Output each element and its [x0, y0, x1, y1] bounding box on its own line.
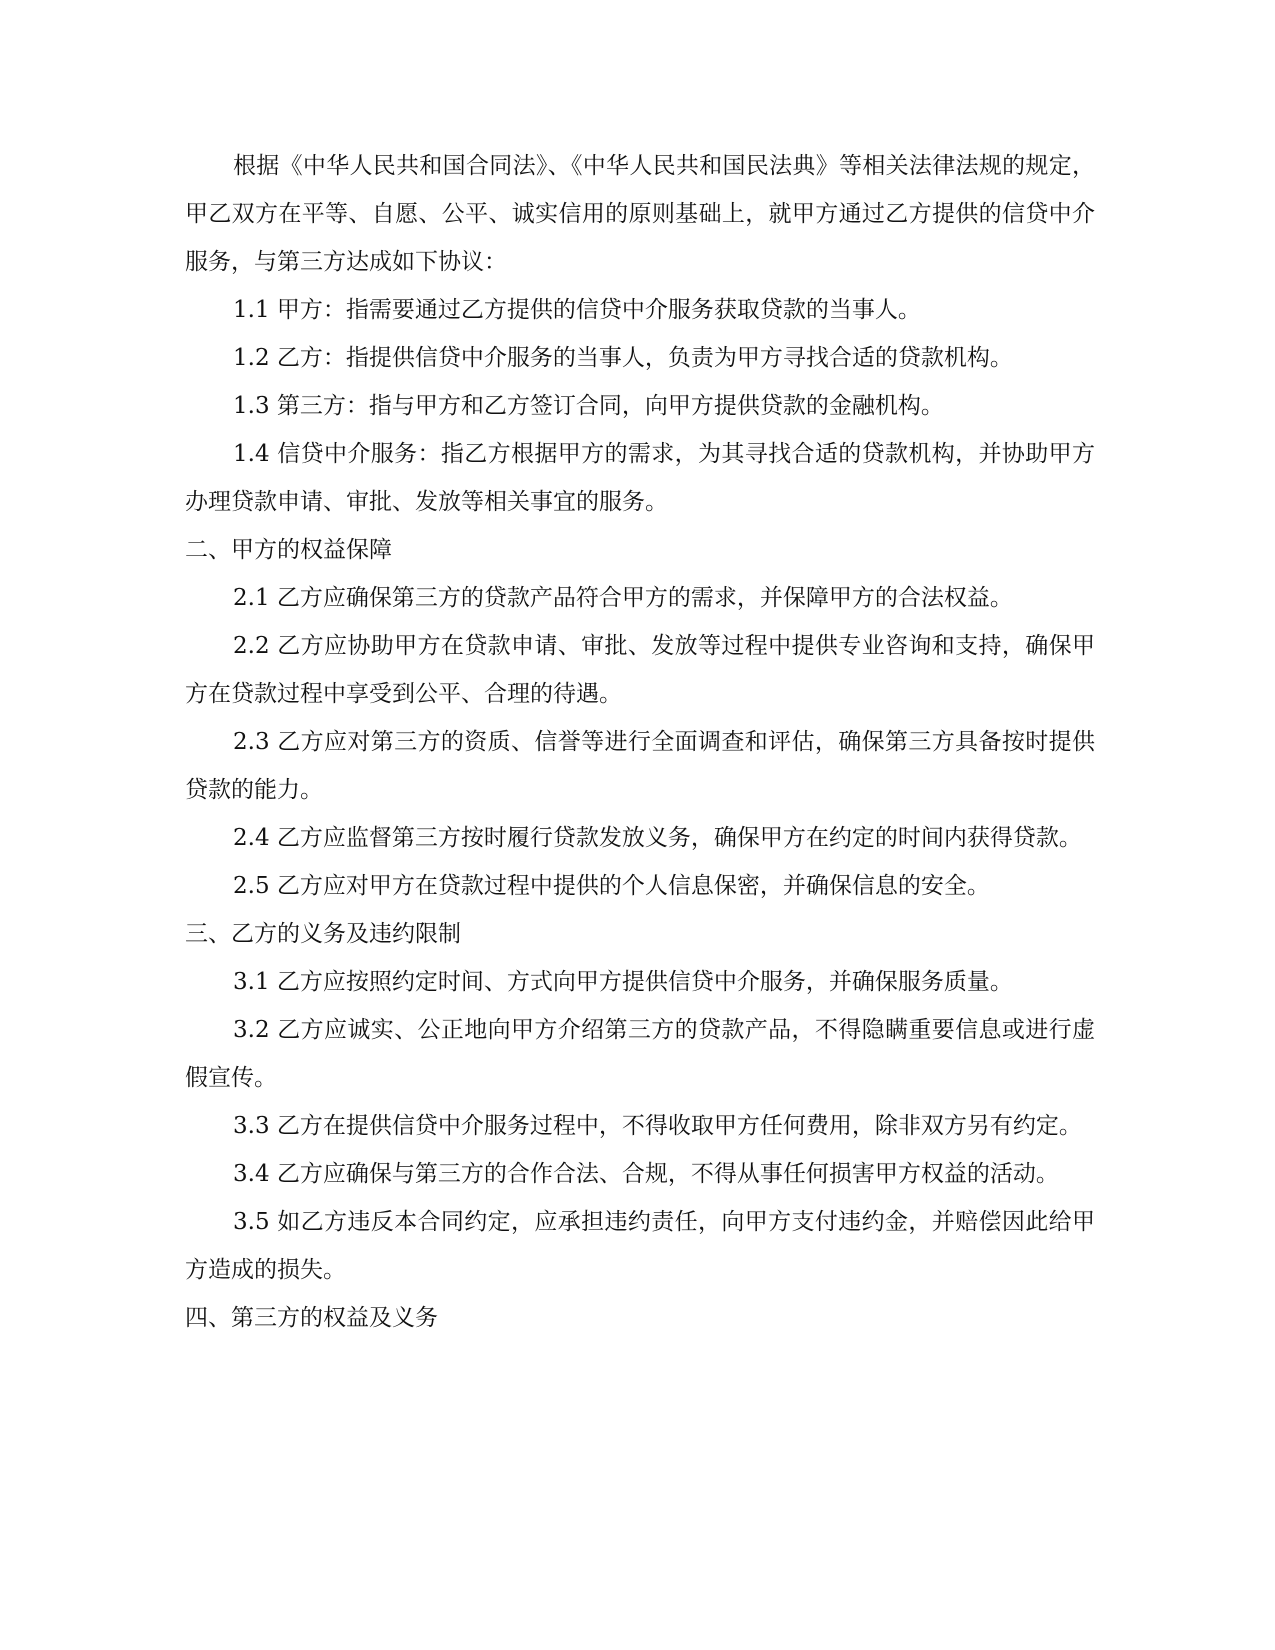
clause-2-3: 2.3 乙方应对第三方的资质、信誉等进行全面调查和评估，确保第三方具备按时提供贷款的能力。: [185, 729, 1095, 803]
clause-3-4: 3.4 乙方应确保与第三方的合作合法、合规，不得从事任何损害甲方权益的活动。: [233, 1161, 1059, 1187]
section-heading-2: 二、甲方的权益保障: [185, 537, 392, 563]
clause-3-1: 3.1 乙方应按照约定时间、方式向甲方提供信贷中介服务，并确保服务质量。: [233, 969, 1013, 995]
intro-paragraph: 根据《中华人民共和国合同法》、《中华人民共和国民法典》等相关法律法规的规定，甲乙双方在平等、自愿、公平、诚实信用的原则基础上，就甲方通过乙方提供的信贷中介服务，与第三方达成如下协议：: [185, 153, 1095, 275]
section-heading-3: 三、乙方的义务及违约限制: [185, 921, 461, 947]
clause-1-2: 1.2 乙方：指提供信贷中介服务的当事人，负责为甲方寻找合适的贷款机构。: [233, 345, 1013, 371]
clause-3-2: 3.2 乙方应诚实、公正地向甲方介绍第三方的贷款产品，不得隐瞒重要信息或进行虚假宣传。: [185, 1017, 1095, 1091]
section-heading-4: 四、第三方的权益及义务: [185, 1305, 438, 1331]
clause-2-4: 2.4 乙方应监督第三方按时履行贷款发放义务，确保甲方在约定的时间内获得贷款。: [233, 825, 1082, 851]
clause-2-5: 2.5 乙方应对甲方在贷款过程中提供的个人信息保密，并确保信息的安全。: [233, 873, 990, 899]
clause-1-4: 1.4 信贷中介服务：指乙方根据甲方的需求，为其寻找合适的贷款机构，并协助甲方办理贷款申请、审批、发放等相关事宜的服务。: [185, 441, 1095, 515]
clause-3-5: 3.5 如乙方违反本合同约定，应承担违约责任，向甲方支付违约金，并赔偿因此给甲方造成的损失。: [185, 1209, 1095, 1283]
clause-2-1: 2.1 乙方应确保第三方的贷款产品符合甲方的需求，并保障甲方的合法权益。: [233, 585, 1013, 611]
clause-1-3: 1.3 第三方：指与甲方和乙方签订合同，向甲方提供贷款的金融机构。: [233, 393, 944, 419]
clause-2-2: 2.2 乙方应协助甲方在贷款申请、审批、发放等过程中提供专业咨询和支持，确保甲方在贷款过程中享受到公平、合理的待遇。: [185, 633, 1095, 707]
clause-1-1: 1.1 甲方：指需要通过乙方提供的信贷中介服务获取贷款的当事人。: [233, 297, 921, 323]
clause-3-3: 3.3 乙方在提供信贷中介服务过程中，不得收取甲方任何费用，除非双方另有约定。: [233, 1113, 1082, 1139]
